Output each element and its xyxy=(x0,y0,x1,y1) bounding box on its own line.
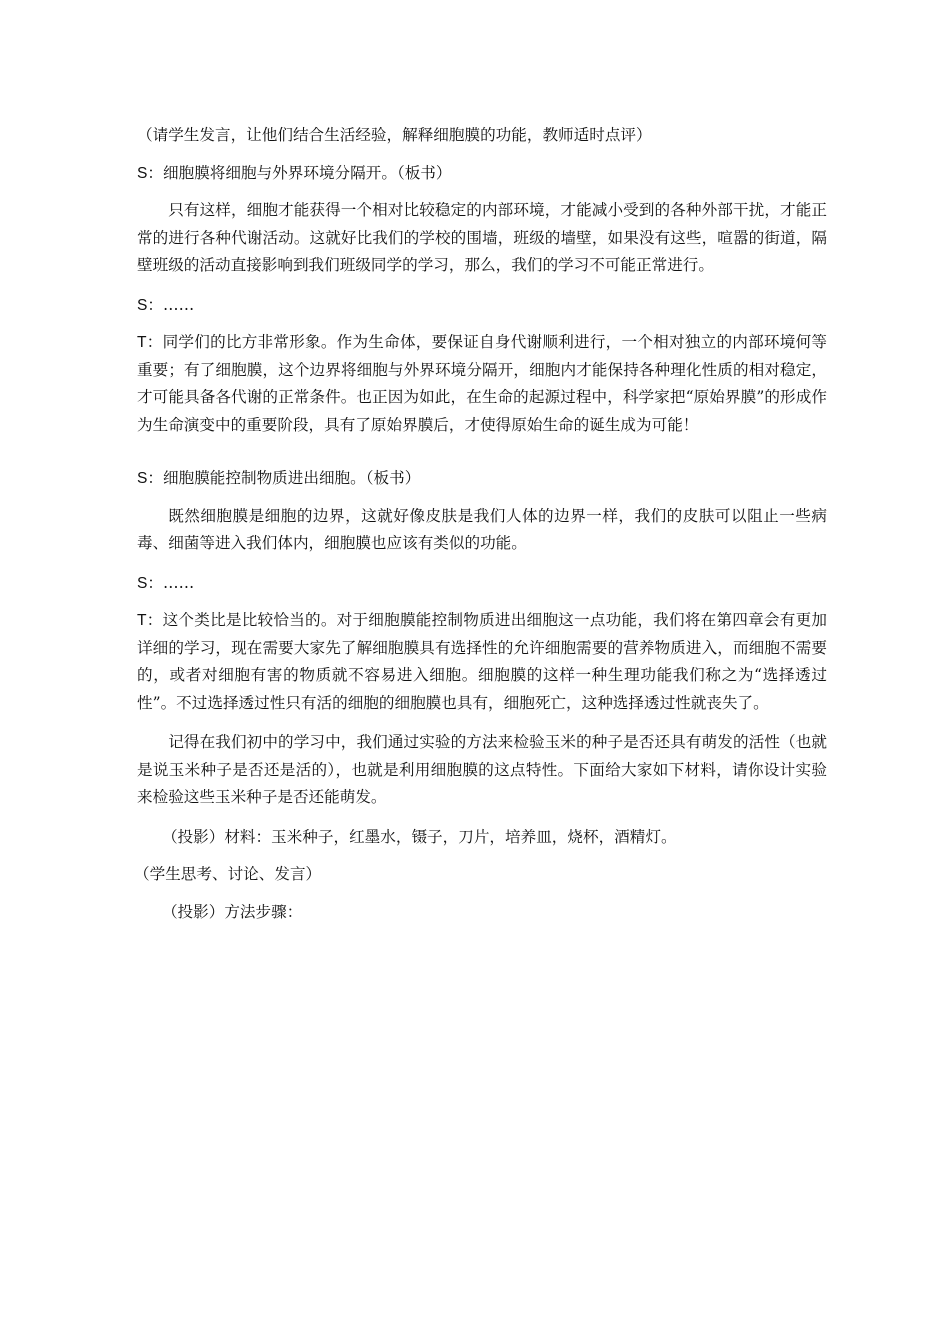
paragraph-student-3 xyxy=(137,465,827,493)
document-page xyxy=(134,122,827,936)
blank-line xyxy=(137,451,827,465)
paragraph-teacher-2 xyxy=(137,607,827,717)
speaker-label: S： xyxy=(137,574,163,592)
paragraph-student-4 xyxy=(137,570,827,598)
paragraph-text: 同学们的比方非常形象。作为生命体，要保证自身代谢顺利进行，一个相对独立的内部环境何等重要；有了细胞膜，这个边界将细胞与外界环境分隔开，细胞内才能保持各种理化性质的相对稳定，才可能具备各代谢的正常条件。也正因为如此，在生命的起源过程中，科学家把“原始界膜”的形成作为生命演变中的重要阶段，具有了原始界膜后，才使得原始生命的诞生成为可能！ xyxy=(137,333,827,434)
paragraph-text: …… xyxy=(163,573,195,592)
paragraph-explanation-3: 记得在我们初中的学习中，我们通过实验的方法来检验玉米的种子是否还具有萌发的活性（也就是说玉米种子是否还是活的），也就是利用细胞膜的这点特性。下面给大家如下材料，请你设计实验来检验这些玉米种子是否还能萌发。 xyxy=(137,733,827,806)
paragraph-instruction: （请学生发言，让他们结合生活经验，解释细胞膜的功能，教师适时点评） xyxy=(137,126,652,144)
paragraph-student-activity: （学生思考、讨论、发言） xyxy=(134,865,322,883)
paragraph-text: 细胞膜能控制物质进出细胞。（板书） xyxy=(163,469,421,487)
paragraph-text: 细胞膜将细胞与外界环境分隔开。（板书） xyxy=(163,163,452,182)
paragraph-projection-materials: （投影）材料：玉米种子，红墨水，镊子，刀片，培养皿，烧杯，酒精灯。 xyxy=(161,827,677,846)
speaker-label: T： xyxy=(137,334,163,351)
speaker-label: S： xyxy=(137,470,163,487)
paragraph-student-2 xyxy=(137,292,827,320)
paragraph-student-1 xyxy=(137,160,827,188)
speaker-label: T： xyxy=(137,612,163,629)
paragraph-text: …… xyxy=(163,295,195,314)
paragraph-explanation-2: 既然细胞膜是细胞的边界，这就好像皮肤是我们人体的边界一样，我们的皮肤可以阻止一些病毒、细菌等进入我们体内，细胞膜也应该有类似的功能。 xyxy=(137,506,827,552)
paragraph-projection-steps: （投影）方法步骤： xyxy=(161,902,303,921)
paragraph-text: 这个类比是比较恰当的。对于细胞膜能控制物质进出细胞这一点功能，我们将在第四章会有更加详细的学习，现在需要大家先了解细胞膜具有选择性的允许细胞需要的营养物质进入，而细胞不需要的，或者对细胞有害的物质就不容易进入细胞。细胞膜的这样一种生理功能我们称之为“选择透过性”。不过选择透过性只有活的细胞的细胞膜也具有，细胞死亡，这种选择透过性就丧失了。 xyxy=(137,611,827,712)
paragraph-teacher-1 xyxy=(137,329,827,439)
speaker-label: S： xyxy=(137,164,163,182)
speaker-label: S： xyxy=(137,296,163,314)
paragraph-explanation-1: 只有这样，细胞才能获得一个相对比较稳定的内部环境，才能减小受到的各种外部干扰，才能正常的进行各种代谢活动。这就好比我们的学校的围墙，班级的墙壁，如果没有这些，喧嚣的街道，隔壁班级的活动直接影响到我们班级同学的学习，那么，我们的学习不可能正常进行。 xyxy=(137,201,827,274)
